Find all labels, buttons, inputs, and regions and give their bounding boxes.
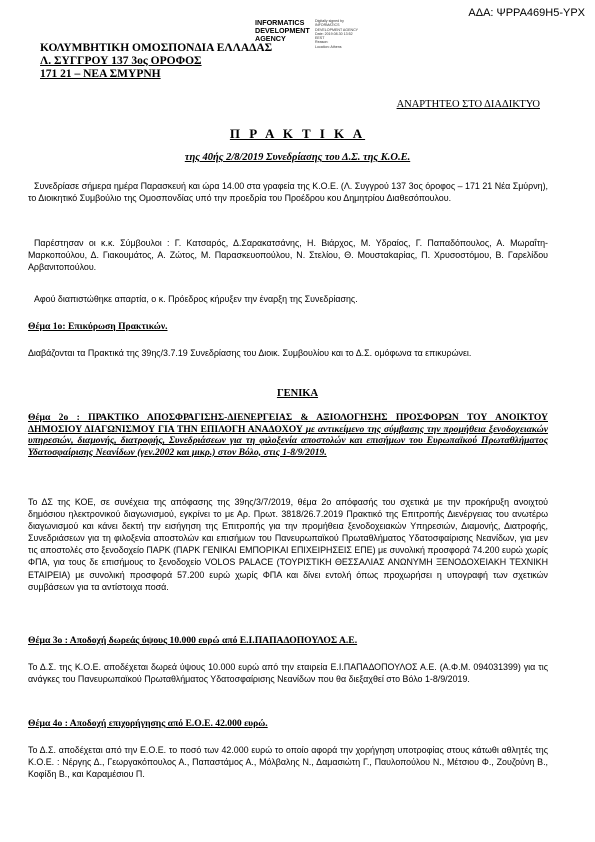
stamp-small-line: Reason:	[315, 40, 329, 45]
stamp-details	[315, 19, 358, 49]
stamp-small-line: Date: 2019.08.30 13:52	[315, 31, 353, 36]
stamp-line: DEVELOPMENT	[255, 26, 310, 36]
stamp-small-line: EEST	[315, 36, 325, 41]
thema-2-subject: με αντικείμενο της σύμβασης την προμήθεια ξενοδοχειακών υπηρεσιών, διαμονής, διατροφής, Συνεδριάσεων για τη φιλοξενία αποστολών και επισήμων του Ευρωπαϊκού Πρωταθλήματος Υδατοσφαίρισης Νεανίδων (γεν.2002 και μικρ.) στον Βόλο, στις 1-8/9/2019.	[28, 423, 548, 458]
stamp-small-line: Digitally signed by	[315, 19, 344, 23]
post-online-notice: ΑΝΑΡΤΗΤΕΟ ΣΤΟ ΔΙΑΔΙΚΤΥΟ	[396, 99, 540, 110]
organization-city: 171 21 – ΝΕΑ ΣΜΥΡΝΗ	[40, 68, 161, 80]
thema-2-text: Το ΔΣ της ΚΟΕ, σε συνέχεια της απόφασης της 39ης/3/7/2019, θέμα 2ο απόφασής του σχετικά με την προκήρυξη ανοιχτού δημόσιου ηλεκτρονικού διαγωνισμού, εγκρίνει το με Αρ. Πρωτ. 3818/26.7.2019 Πρακτικό της Επιτροπής Διενέργειας του ανωτέρω διαγωνισμού και κάνει δεκτή την εισήγηση της Επιτροπής για την προμήθεια ξενοδοχειακών Υπηρεσιών, Διαμονής, Διατροφής, Συνεδριάσεων για τη φιλοξενία αποστολών και επισήμων του Πανευρωπαϊκού Πρωταθλήματος Υδατοσφαίρισης Νεανίδων, για μεν τις αποστολές στο ξενοδοχείο ΠΑΡΚ (ΠΑΡΚ ΓΕΝΙΚΑΙ ΕΜΠΟΡΙΚΑΙ ΕΠΙΧΕΙΡΗΣΕΙΣ ΕΠΕ) με συνολική προσφορά 74.200 ευρώ χωρίς ΦΠΑ, για τους δε επισήμους το ξενοδοχείο VOLOS PALACE (ΤΟΥΡΙΣΤΙΚΗ ΘΕΣΣΑΛΙΑΣ ΑΝΩΝΥΜΗ ΞΕΝΟΔΟΧΕΙΑΚΗ ΤΕΧΝΙΚΗ ΕΤΑΙΡΕΙΑ) με συνολική προσφορά 57.200 ευρώ χωρίς ΦΠΑ και δίνει εντολή όπως προχωρήσει η υπογραφή των σχετικών συμβάσεων για τα αντίστοιχα ποσά.	[28, 497, 548, 592]
thema-4-heading: Θέμα 4ο : Αποδοχή επιχορήγησης από Ε.Ο.Ε. 42.000 ευρώ.	[28, 718, 268, 729]
thema-4-text: Το Δ.Σ. αποδέχεται από την Ε.Ο.Ε. το ποσό των 42.000 ευρώ το οποίο αφορά την χορήγηση υποτροφίας στους κάτωθι αθλητές της Κ.Ο.Ε. : Νέργης Δ., Γεωργακόπουλος Α., Παπαστάμος Α., Μόλβαλης Ν., Δαμασιώτη Γ., Παυλοπούλου Ν., Μέτσιου Φ., Ζουζούνη Β., Κοφίδη Β., και Καραμέσιου Π.	[28, 745, 548, 780]
stamp-line: AGENCY	[255, 34, 286, 44]
digital-signature-stamp	[255, 19, 385, 55]
thema-2-heading	[28, 412, 548, 458]
ada-code: ΑΔΑ: ΨΡΡΑ469Η5-ΥΡΧ	[468, 7, 585, 19]
section-general-heading: ΓΕΝΙΚΑ	[276, 388, 319, 399]
thema-1-heading: Θέμα 1ο: Επικύρωση Πρακτικών.	[28, 321, 168, 332]
thema-1-text: Διαβάζονται τα Πρακτικά της 39ης/3.7.19 Συνεδρίασης του Διοικ. Συμβουλίου και το Δ.Σ. ομόφωνα τα επικυρώνει.	[28, 348, 472, 358]
meeting-subtitle: της 40ής 2/8/2019 Συνεδρίασης του Δ.Σ. της Κ.Ο.Ε.	[184, 152, 411, 163]
stamp-agency-name	[255, 19, 310, 44]
stamp-small-line: Location: Athens	[315, 44, 342, 49]
attendees-paragraph: Παρέστησαν οι κ.κ. Σύμβουλοι : Γ. Κατσαρός, Δ.Σαρακατσάνης, Η. Βιάρχος, Μ. Υδραίος, Γ. Παπαδόπουλος, Α. Μωραΐτη-Μαρκοπούλου, Δ. Γιακουμάτος, Α. Ζώτος, Μ. Παρασκευοπούλου, Ν. Στελίου, Θ. Μουσταkαρίας, Π. Χρυσοστόμου, Β. Γαρελίδου Αρβανιτοπούλου.	[28, 238, 548, 273]
stamp-line: INFORMATICS	[255, 18, 305, 27]
organization-address: Λ. ΣΥΓΓΡΟΥ 137 3ος ΟΡΟΦΟΣ	[40, 55, 202, 67]
document-title: Π Ρ Α Κ Τ Ι Κ Α	[229, 126, 366, 141]
thema-2-title: Θέμα 2ο : ΠΡΑΚΤΙΚΟ ΑΠΟΣΦΡΑΓΙΣΗΣ-ΔΙΕΝΕΡΓΕΙΑΣ & ΑΞΙΟΛΟΓΗΣΗΣ ΠΡΟΣΦΟΡΩΝ ΤΟΥ ΑΝΟΙΚΤΟΥ ΔΗΜΟΣΙΟΥ ΔΙΑΓΩΝΙΣΜΟΥ ΓΙΑ ΤΗΝ ΕΠΙΛΟΓΗ ΑΝΑΔΟΧΟΥ	[28, 412, 548, 435]
organization-name: ΚΟΛΥΜΒΗΤΙΚΗ ΟΜΟΣΠΟΝΔΙΑ ΕΛΛΑΔΑΣ	[40, 42, 273, 54]
thema-3-heading: Θέμα 3ο : Αποδοχή δωρεάς ύψους 10.000 ευρώ από Ε.Ι.ΠΑΠΑΔΟΠΟΥΛΟΣ Α.Ε.	[28, 635, 358, 646]
stamp-small-line: INFORMATICS	[315, 23, 340, 28]
intro-paragraph: Συνεδρίασε σήμερα ημέρα Παρασκευή και ώρα 14.00 στα γραφεία της Κ.Ο.Ε. (Λ. Συγγρού 137 3ος όροφος – 171 21 Νέα Σμύρνη), το Διοικητικό Συμβούλιο της Ομοσπονδίας υπό την προεδρία του Προέδρου κου Δημητρίου Διαθεσόπουλου.	[28, 181, 548, 204]
stamp-small-line: DEVELOPMENT AGENCY	[315, 27, 359, 32]
thema-3-text: Το Δ.Σ. της Κ.Ο.Ε. αποδέχεται δωρεά ύψους 10.000 ευρώ από την εταιρεία Ε.Ι.ΠΑΠΑΔΟΠΟΥΛΟΣ Α.Ε. (Α.Φ.Μ. 094031399) για τις ανάγκες του Πανευρωπαϊκού Πρωταθλήματος Υδατοσφαίρισης Νεανίδων που θα διεξαχθεί στο Βόλο 1-8/9/2019.	[28, 662, 548, 685]
quorum-paragraph: Αφού διαπιστώθηκε απαρτία, ο κ. Πρόεδρος κήρυξεν την έναρξη της Συνεδρίασης.	[34, 294, 358, 304]
